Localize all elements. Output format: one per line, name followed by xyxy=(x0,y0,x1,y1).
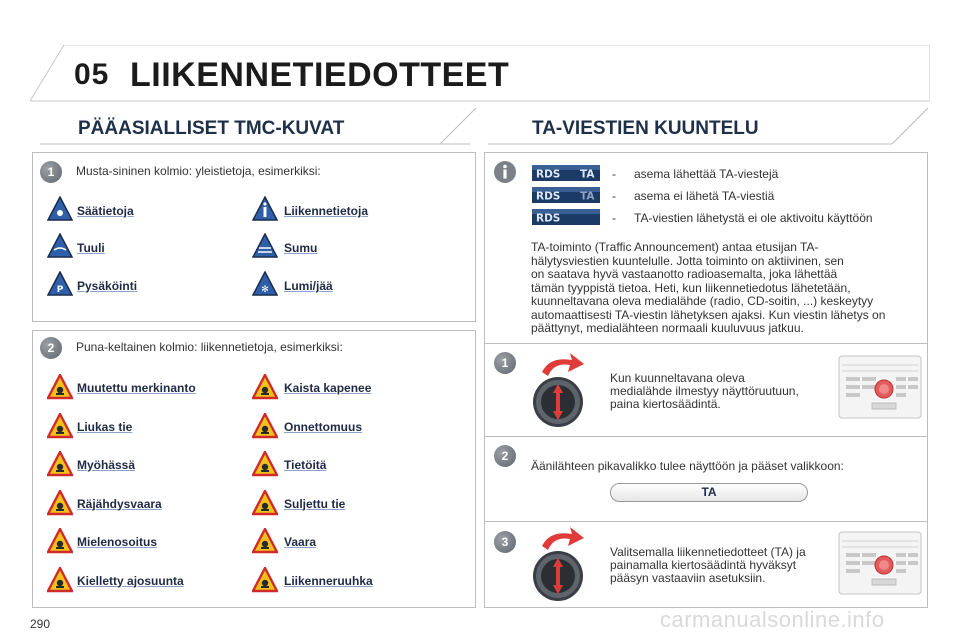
dash: - xyxy=(612,211,616,225)
paragraph-line: TA-toiminto (Traffic Announcement) antaa etusijan TA- xyxy=(531,240,819,254)
ta-menu-item[interactable]: TA xyxy=(610,483,808,502)
paragraph-line: tämän tyyppistä tietoa. Heti, kun liikennetiedotus lähetetään, xyxy=(531,280,851,295)
snow-icon xyxy=(252,271,278,297)
rds-row-text: asema ei lähetä TA-viestiä xyxy=(634,189,775,203)
step-1-line: medialähde ilmestyy näyttöruutuun, xyxy=(610,384,799,398)
rds-label: RDS xyxy=(536,212,561,225)
step-3-line: painamalla kiertosäädintä hyväksyt xyxy=(610,558,797,572)
chapter-number: 05 xyxy=(74,58,110,91)
sign-label: Säätietoja xyxy=(77,204,134,218)
svg-text:✻: ✻ xyxy=(261,285,269,295)
sign-label: Tuuli xyxy=(77,241,105,255)
divider xyxy=(484,343,928,344)
dash: - xyxy=(612,167,616,181)
parking-icon xyxy=(47,271,73,297)
divider xyxy=(484,436,928,437)
rotary-knob-press-icon xyxy=(528,350,608,432)
sign-label: Liukas tie xyxy=(77,419,133,434)
rds-ta-badge xyxy=(532,165,600,181)
paragraph-line: kuunneltavana oleva medialähde (radio, CD-soitin, ...) keskeytyy xyxy=(531,294,874,308)
step-2-badge: 2 xyxy=(40,337,62,359)
svg-text:P: P xyxy=(56,285,64,295)
sign-label: Liikennetietoja xyxy=(284,204,369,218)
weather-info-icon xyxy=(47,196,73,222)
paragraph-line: automaattisesti TA-viestin lähetyksen ajaksi. Kun viestin lähetys on xyxy=(531,307,886,322)
sign-label: Suljettu tie xyxy=(284,496,346,511)
paragraph-line: päättynyt, medialähteen normaali kuuluvuus jatkuu. xyxy=(531,321,804,335)
fog-icon xyxy=(252,233,278,259)
ta-label: TA xyxy=(580,190,595,203)
rds-label: RDS xyxy=(536,190,561,203)
radio-panel-illustration xyxy=(838,531,922,595)
wind-icon xyxy=(47,233,73,259)
rds-row-text: TA-viestien lähetystä ei ole aktivoitu käyttöön xyxy=(634,211,873,225)
delay-icon xyxy=(47,451,73,477)
step-2-badge: 2 xyxy=(494,445,516,467)
lane-narrows-icon xyxy=(252,374,278,400)
sign-label: Räjähdysvaara xyxy=(77,496,162,511)
sign-label: Kielletty ajosuunta xyxy=(77,573,184,588)
paragraph-line: on saatava hyvä vastaanotto radioasemalta, joka lähettää xyxy=(531,267,838,281)
rds-ta-badge xyxy=(532,187,600,203)
sign-label: Liikenneruuhka xyxy=(284,573,373,588)
traffic-jam-icon xyxy=(252,567,278,593)
road-closed-icon xyxy=(252,490,278,516)
slippery-road-icon xyxy=(47,413,73,439)
demonstration-icon xyxy=(47,528,73,554)
dash: - xyxy=(612,189,616,203)
sign-label: Lumi/jää xyxy=(284,279,333,293)
radio-panel-illustration xyxy=(838,355,922,419)
info-icon xyxy=(493,160,517,184)
sign-label: Sumu xyxy=(284,241,318,255)
sign-label: Vaara xyxy=(284,535,317,549)
step-3-line: Valitsemalla liikennetiedotteet (TA) ja xyxy=(610,545,806,559)
rds-badge xyxy=(532,209,600,225)
sign-label: Onnettomuus xyxy=(284,419,362,434)
roadworks-icon xyxy=(252,451,278,477)
accident-icon xyxy=(252,413,278,439)
step-1-badge: 1 xyxy=(40,161,62,183)
ta-description xyxy=(531,241,921,336)
traffic-info-icon xyxy=(252,196,278,222)
step-3-line: pääsyn vastaaviin asetuksiin. xyxy=(610,571,766,585)
sign-label: Pysäköinti xyxy=(77,279,138,293)
step-1-line: paina kiertosäädintä. xyxy=(610,397,721,411)
sign-label: Mielenosoitus xyxy=(77,535,158,549)
paragraph-line: hälytysviestien kuuntelulle. Jotta toiminto on aktiivinen, sen xyxy=(531,253,844,268)
step-3-badge: 3 xyxy=(494,531,516,553)
page-number: 290 xyxy=(30,617,51,631)
danger-icon xyxy=(252,528,278,554)
sign-label: Tietöitä xyxy=(284,458,327,472)
changed-signals-icon xyxy=(47,374,73,400)
sign-label: Myöhässä xyxy=(77,458,136,472)
general-info-description: Musta-sininen kolmio: yleistietoja, esimerkiksi: xyxy=(76,164,321,178)
page-title: LIIKENNETIEDOTTEET xyxy=(130,56,510,94)
traffic-info-description: Puna-keltainen kolmio: liikennetietoja, esimerkiksi: xyxy=(76,340,343,354)
step-2-text: Äänilähteen pikavalikko tulee näyttöön ja pääset valikkoon: xyxy=(531,459,844,473)
left-section-title: PÄÄASIALLISET TMC-KUVAT xyxy=(78,118,345,139)
right-section-title: TA-VIESTIEN KUUNTELU xyxy=(532,118,759,139)
rotary-knob-press-icon xyxy=(528,524,608,606)
ta-label: TA xyxy=(580,168,595,181)
rds-row-text: asema lähettää TA-viestejä xyxy=(634,167,779,181)
sign-label: Kaista kapenee xyxy=(284,381,372,395)
watermark: carmanualsonline.info xyxy=(660,607,885,632)
no-entry-icon xyxy=(47,567,73,593)
step-1-line: Kun kuunneltavana oleva xyxy=(610,371,745,385)
divider xyxy=(484,521,928,522)
rds-label: RDS xyxy=(536,168,561,181)
sign-label: Muutettu merkinanto xyxy=(77,381,196,395)
step-1-badge: 1 xyxy=(494,352,516,374)
explosion-icon xyxy=(47,490,73,516)
